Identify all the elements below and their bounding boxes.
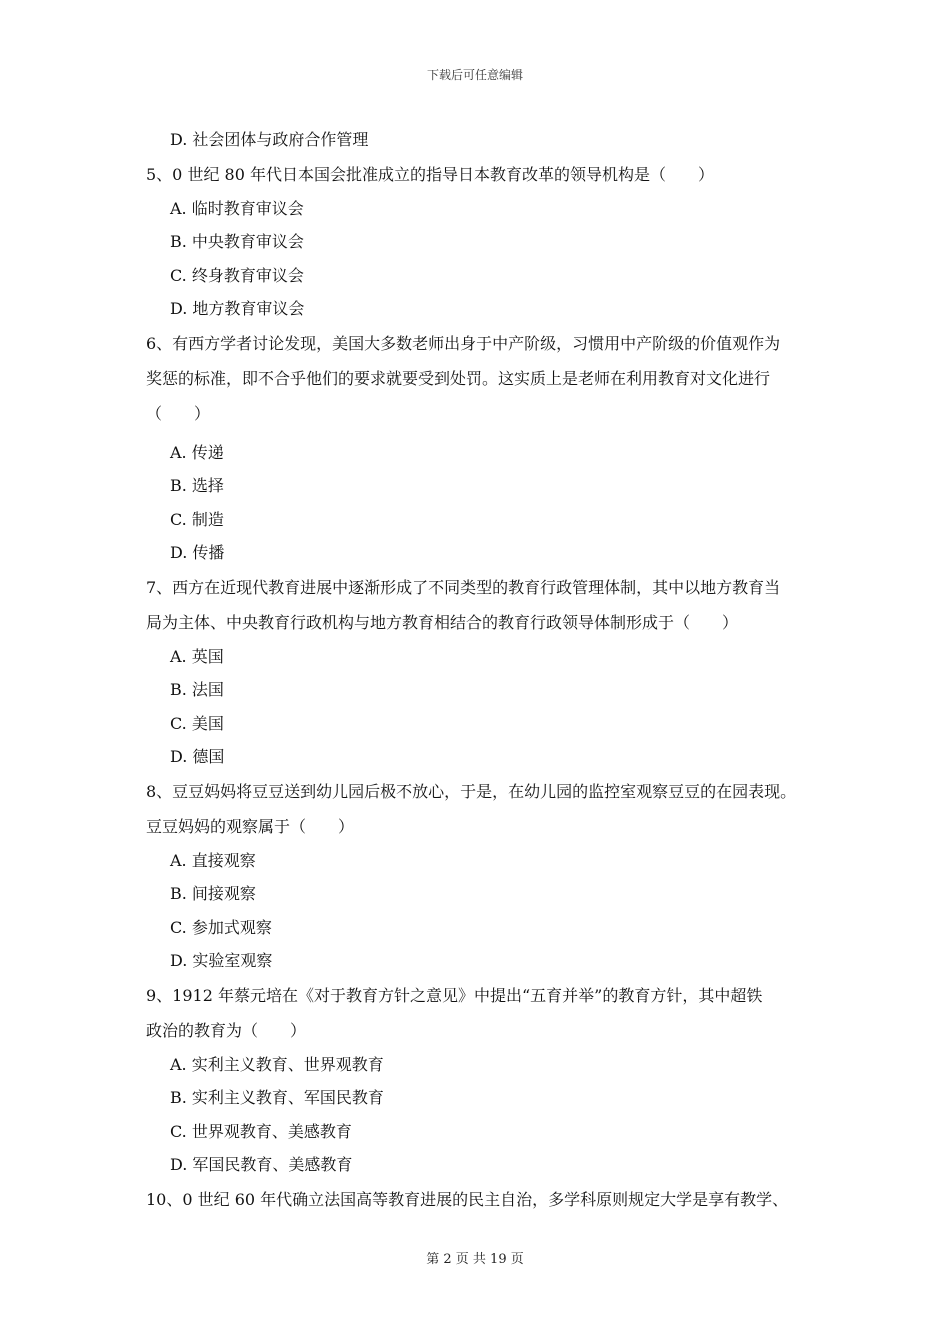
answer-option: A. 传递	[170, 442, 224, 462]
question-text: 10、0 世纪 60 年代确立法国高等教育进展的民主自治，多学科原则规定大学是享有教学、	[146, 1189, 789, 1209]
question-text: 政治的教育为（ ）	[146, 1020, 307, 1040]
answer-option: C. 制造	[170, 509, 224, 529]
answer-option: C. 美国	[170, 713, 224, 733]
answer-option: A. 实利主义教育、世界观教育	[170, 1054, 384, 1074]
answer-option: B. 选择	[170, 476, 224, 495]
question-text: 5、0 世纪 80 年代日本国会批准成立的指导日本教育改革的领导机构是（ ）	[146, 164, 714, 184]
question-text: 局为主体、中央教育行政机构与地方教育相结合的教育行政领导体制形成于（ ）	[146, 612, 739, 632]
question-blank: （ ）	[146, 403, 211, 423]
question-text: 豆豆妈妈的观察属于（ ）	[146, 816, 355, 836]
page-header: 下载后可任意编辑	[426, 68, 523, 82]
answer-option: D. 传播	[170, 543, 225, 562]
question-text: 9、1912 年蔡元培在《对于教育方针之意见》中提出“五育并举”的教育方针，其中超铁	[146, 985, 763, 1005]
page-footer: 第 2 页 共 19 页	[426, 1252, 524, 1267]
question-text: 7、西方在近现代教育进展中逐渐形成了不同类型的教育行政管理体制，其中以地方教育当	[146, 577, 781, 597]
answer-option: D. 实验室观察	[170, 951, 273, 970]
answer-option: C. 参加式观察	[170, 917, 272, 937]
answer-option: A. 英国	[170, 646, 224, 666]
answer-option: D. 社会团体与政府合作管理	[170, 130, 369, 149]
answer-option: B. 间接观察	[170, 884, 256, 903]
answer-option: A. 临时教育审议会	[170, 198, 304, 218]
answer-option: D. 军国民教育、美感教育	[170, 1155, 353, 1174]
answer-option: A. 直接观察	[170, 850, 256, 870]
answer-option: B. 实利主义教育、军国民教育	[170, 1088, 384, 1107]
answer-option: B. 中央教育审议会	[170, 232, 304, 251]
answer-option: D. 地方教育审议会	[170, 299, 305, 318]
answer-option: C. 终身教育审议会	[170, 265, 304, 285]
answer-option: D. 德国	[170, 747, 225, 766]
question-text: 8、豆豆妈妈将豆豆送到幼儿园后极不放心，于是，在幼儿园的监控室观察豆豆的在园表现。	[146, 781, 797, 801]
question-text: 6、有西方学者讨论发现，美国大多数老师出身于中产阶级，习惯用中产阶级的价值观作为	[146, 333, 781, 353]
answer-option: C. 世界观教育、美感教育	[170, 1121, 352, 1141]
question-text: 奖惩的标准，即不合乎他们的要求就要受到处罚。这实质上是老师在利用教育对文化进行	[146, 368, 771, 388]
answer-option: B. 法国	[170, 680, 224, 699]
document-body	[146, 123, 826, 1217]
